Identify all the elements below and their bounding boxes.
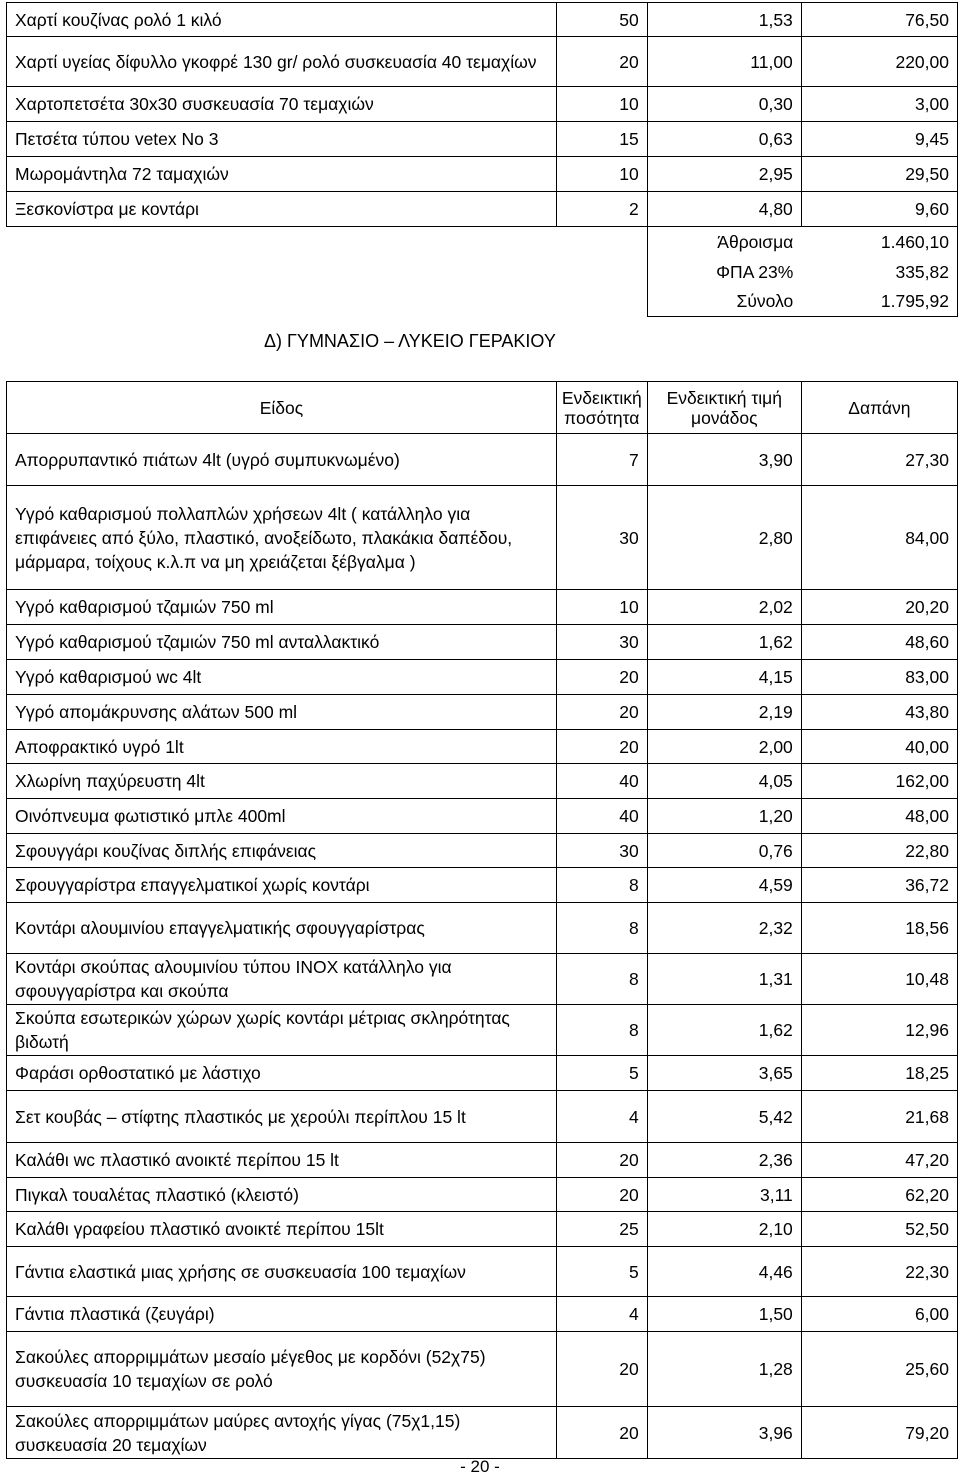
item-unit-price: 11,00 (647, 37, 801, 87)
header-row (7, 382, 958, 434)
item-unit-price: 1,53 (647, 3, 801, 37)
item-cost: 12,96 (801, 1005, 957, 1056)
table-row (7, 730, 958, 764)
item-unit-price: 1,62 (647, 625, 801, 660)
section-heading: Δ) ΓΥΜΝΑΣΙΟ – ΛΥΚΕΙΟ ΓΕΡΑΚΙΟΥ (264, 331, 556, 351)
item-description: Υγρό καθαρισμού wc 4lt (7, 660, 557, 695)
item-quantity: 8 (556, 903, 647, 954)
item-description: Κοντάρι αλουμινίου επαγγελματικής σφουγγαρίστρας (7, 903, 557, 954)
item-description: Καλάθι wc πλαστικό ανοικτέ περίπου 15 lt (7, 1143, 557, 1178)
item-unit-price: 1,62 (647, 1005, 801, 1056)
item-cost: 10,48 (801, 954, 957, 1005)
item-description: Υγρό καθαρισμού τζαμιών 750 ml (7, 590, 557, 625)
header-cost: Δαπάνη (801, 382, 957, 434)
table-row (7, 954, 958, 1005)
table-row (7, 590, 958, 625)
item-cost: 48,00 (801, 799, 957, 834)
item-quantity: 20 (556, 660, 647, 695)
table-row (7, 486, 958, 590)
item-quantity: 25 (556, 1212, 647, 1247)
item-description: Σετ κουβάς – στίφτης πλαστικός με χερούλι περίπλου 15 lt (7, 1091, 557, 1143)
item-quantity: 20 (556, 1143, 647, 1178)
totals-row (7, 227, 958, 257)
table-row (7, 1297, 958, 1332)
item-description: Απορρυπαντικό πιάτων 4lt (υγρό συμπυκνωμένο) (7, 434, 557, 486)
item-description: Υγρό καθαρισμού πολλαπλών χρήσεων 4lt ( κατάλληλο για επιφάνειες από ξύλο, πλαστικό, ανοξείδωτο, πλακάκια δαπέδου, μάρμαρα, τοίχους κ.λ.π να μη χρειάζεται ξέβγαλμα ) (7, 486, 557, 590)
header-price: Ενδεικτική τιμή μονάδος (647, 382, 801, 434)
item-unit-price: 2,32 (647, 903, 801, 954)
item-description: Σακούλες απορριμμάτων μαύρες αντοχής γίγας (75χ1,15) συσκευασία 20 τεμαχίων (7, 1407, 557, 1459)
item-cost: 52,50 (801, 1212, 957, 1247)
table-row (7, 1178, 958, 1212)
item-cost: 29,50 (801, 157, 957, 192)
item-description: Υγρό απομάκρυνσης αλάτων 500 ml (7, 695, 557, 730)
item-description: Γάντια ελαστικά μιας χρήσης σε συσκευασία 100 τεμαχίων (7, 1247, 557, 1297)
item-description: Χαρτί κουζίνας ρολό 1 κιλό (7, 3, 557, 37)
item-unit-price: 4,59 (647, 868, 801, 903)
items-table-top-body (7, 3, 958, 317)
item-unit-price: 4,46 (647, 1247, 801, 1297)
item-quantity: 2 (556, 192, 647, 227)
item-quantity: 40 (556, 764, 647, 799)
item-cost: 22,80 (801, 834, 957, 868)
item-cost: 43,80 (801, 695, 957, 730)
table-row (7, 1005, 958, 1056)
item-cost: 18,25 (801, 1056, 957, 1091)
item-unit-price: 0,76 (647, 834, 801, 868)
item-description: Φαράσι ορθοστατικό με λάστιχο (7, 1056, 557, 1091)
item-quantity: 20 (556, 37, 647, 87)
item-description: Σακούλες απορριμμάτων μεσαίο μέγεθος με κορδόνι (52χ75) συσκευασία 10 τεμαχίων σε ρολό (7, 1332, 557, 1407)
totals-value: 1.460,10 (801, 227, 957, 257)
totals-spacer (7, 287, 648, 317)
item-description: Χλωρίνη παχύρευστη 4lt (7, 764, 557, 799)
table-row (7, 87, 958, 122)
item-cost: 48,60 (801, 625, 957, 660)
totals-spacer (7, 257, 648, 287)
item-cost: 3,00 (801, 87, 957, 122)
item-cost: 220,00 (801, 37, 957, 87)
table-row (7, 799, 958, 834)
item-unit-price: 3,65 (647, 1056, 801, 1091)
table-row (7, 695, 958, 730)
item-quantity: 7 (556, 434, 647, 486)
item-quantity: 50 (556, 3, 647, 37)
totals-value: 1.795,92 (801, 287, 957, 317)
item-quantity: 8 (556, 868, 647, 903)
table-row (7, 1056, 958, 1091)
item-description: Ξεσκονίστρα με κοντάρι (7, 192, 557, 227)
item-cost: 20,20 (801, 590, 957, 625)
item-quantity: 10 (556, 87, 647, 122)
items-table-main (6, 381, 958, 1459)
item-description: Κοντάρι σκούπας αλουμινίου τύπου INOX κατάλληλο για σφουγγαρίστρα και σκούπα (7, 954, 557, 1005)
item-cost: 84,00 (801, 486, 957, 590)
item-unit-price: 4,80 (647, 192, 801, 227)
item-unit-price: 5,42 (647, 1091, 801, 1143)
item-unit-price: 3,11 (647, 1178, 801, 1212)
header-qty: Ενδεικτική ποσότητα (556, 382, 647, 434)
item-cost: 18,56 (801, 903, 957, 954)
item-quantity: 20 (556, 1407, 647, 1459)
item-unit-price: 2,10 (647, 1212, 801, 1247)
item-unit-price: 2,02 (647, 590, 801, 625)
item-quantity: 15 (556, 122, 647, 157)
table-row (7, 1091, 958, 1143)
item-description: Σφουγγαρίστρα επαγγελματικοί χωρίς κοντάρι (7, 868, 557, 903)
item-description: Σφουγγάρι κουζίνας διπλής επιφάνειας (7, 834, 557, 868)
totals-label: Σύνολο (647, 287, 801, 317)
item-description: Πιγκαλ τουαλέτας πλαστικό (κλειστό) (7, 1178, 557, 1212)
item-unit-price: 1,31 (647, 954, 801, 1005)
item-cost: 9,60 (801, 192, 957, 227)
item-unit-price: 2,95 (647, 157, 801, 192)
item-cost: 83,00 (801, 660, 957, 695)
table-row (7, 1247, 958, 1297)
item-description: Πετσέτα τύπου vetex No 3 (7, 122, 557, 157)
item-cost: 40,00 (801, 730, 957, 764)
item-unit-price: 0,30 (647, 87, 801, 122)
item-quantity: 30 (556, 834, 647, 868)
item-description: Αποφρακτικό υγρό 1lt (7, 730, 557, 764)
item-unit-price: 4,05 (647, 764, 801, 799)
item-cost: 27,30 (801, 434, 957, 486)
item-quantity: 4 (556, 1297, 647, 1332)
item-quantity: 10 (556, 157, 647, 192)
item-unit-price: 3,96 (647, 1407, 801, 1459)
table-row (7, 1212, 958, 1247)
item-cost: 162,00 (801, 764, 957, 799)
item-quantity: 5 (556, 1056, 647, 1091)
table-row (7, 625, 958, 660)
item-cost: 76,50 (801, 3, 957, 37)
item-cost: 62,20 (801, 1178, 957, 1212)
item-unit-price: 1,20 (647, 799, 801, 834)
item-unit-price: 1,28 (647, 1332, 801, 1407)
items-table-top (6, 2, 958, 317)
page-number: - 20 - (460, 1457, 500, 1476)
item-quantity: 30 (556, 625, 647, 660)
table-row (7, 1407, 958, 1459)
table-row (7, 3, 958, 37)
item-quantity: 20 (556, 730, 647, 764)
item-unit-price: 4,15 (647, 660, 801, 695)
item-quantity: 30 (556, 486, 647, 590)
item-quantity: 5 (556, 1247, 647, 1297)
table-row (7, 1143, 958, 1178)
totals-value: 335,82 (801, 257, 957, 287)
item-quantity: 10 (556, 590, 647, 625)
item-quantity: 8 (556, 954, 647, 1005)
item-cost: 36,72 (801, 868, 957, 903)
item-unit-price: 1,50 (647, 1297, 801, 1332)
item-unit-price: 2,00 (647, 730, 801, 764)
item-description: Γάντια πλαστικά (ζευγάρι) (7, 1297, 557, 1332)
item-description: Σκούπα εσωτερικών χώρων χωρίς κοντάρι μέτριας σκληρότητας βιδωτή (7, 1005, 557, 1056)
table-row (7, 1332, 958, 1407)
item-unit-price: 2,36 (647, 1143, 801, 1178)
totals-spacer (7, 227, 648, 257)
item-description: Καλάθι γραφείου πλαστικό ανοικτέ περίπου 15lt (7, 1212, 557, 1247)
table-row (7, 122, 958, 157)
item-cost: 25,60 (801, 1332, 957, 1407)
table-row (7, 157, 958, 192)
item-quantity: 8 (556, 1005, 647, 1056)
item-description: Χαρτοπετσέτα 30x30 συσκευασία 70 τεμαχιών (7, 87, 557, 122)
item-quantity: 40 (556, 799, 647, 834)
table-row (7, 192, 958, 227)
item-unit-price: 2,80 (647, 486, 801, 590)
item-quantity: 4 (556, 1091, 647, 1143)
header-desc: Είδος (7, 382, 557, 434)
table-row (7, 868, 958, 903)
item-description: Υγρό καθαρισμού τζαμιών 750 ml ανταλλακτικό (7, 625, 557, 660)
table-row (7, 834, 958, 868)
totals-row (7, 287, 958, 317)
table-row (7, 903, 958, 954)
item-cost: 79,20 (801, 1407, 957, 1459)
items-table-main-body (7, 434, 958, 1459)
totals-label: Άθροισμα (647, 227, 801, 257)
item-quantity: 20 (556, 1178, 647, 1212)
item-unit-price: 3,90 (647, 434, 801, 486)
item-cost: 6,00 (801, 1297, 957, 1332)
totals-label: ΦΠΑ 23% (647, 257, 801, 287)
item-unit-price: 0,63 (647, 122, 801, 157)
table-row (7, 37, 958, 87)
item-description: Χαρτί υγείας δίφυλλο γκοφρέ 130 gr/ ρολό συσκευασία 40 τεμαχίων (7, 37, 557, 87)
table-row (7, 434, 958, 486)
item-description: Οινόπνευμα φωτιστικό μπλε 400ml (7, 799, 557, 834)
totals-row (7, 257, 958, 287)
item-unit-price: 2,19 (647, 695, 801, 730)
item-description: Μωρομάντηλα 72 ταμαχιών (7, 157, 557, 192)
item-cost: 21,68 (801, 1091, 957, 1143)
item-quantity: 20 (556, 695, 647, 730)
table-row (7, 660, 958, 695)
item-cost: 47,20 (801, 1143, 957, 1178)
item-cost: 9,45 (801, 122, 957, 157)
table-row (7, 764, 958, 799)
item-quantity: 20 (556, 1332, 647, 1407)
item-cost: 22,30 (801, 1247, 957, 1297)
